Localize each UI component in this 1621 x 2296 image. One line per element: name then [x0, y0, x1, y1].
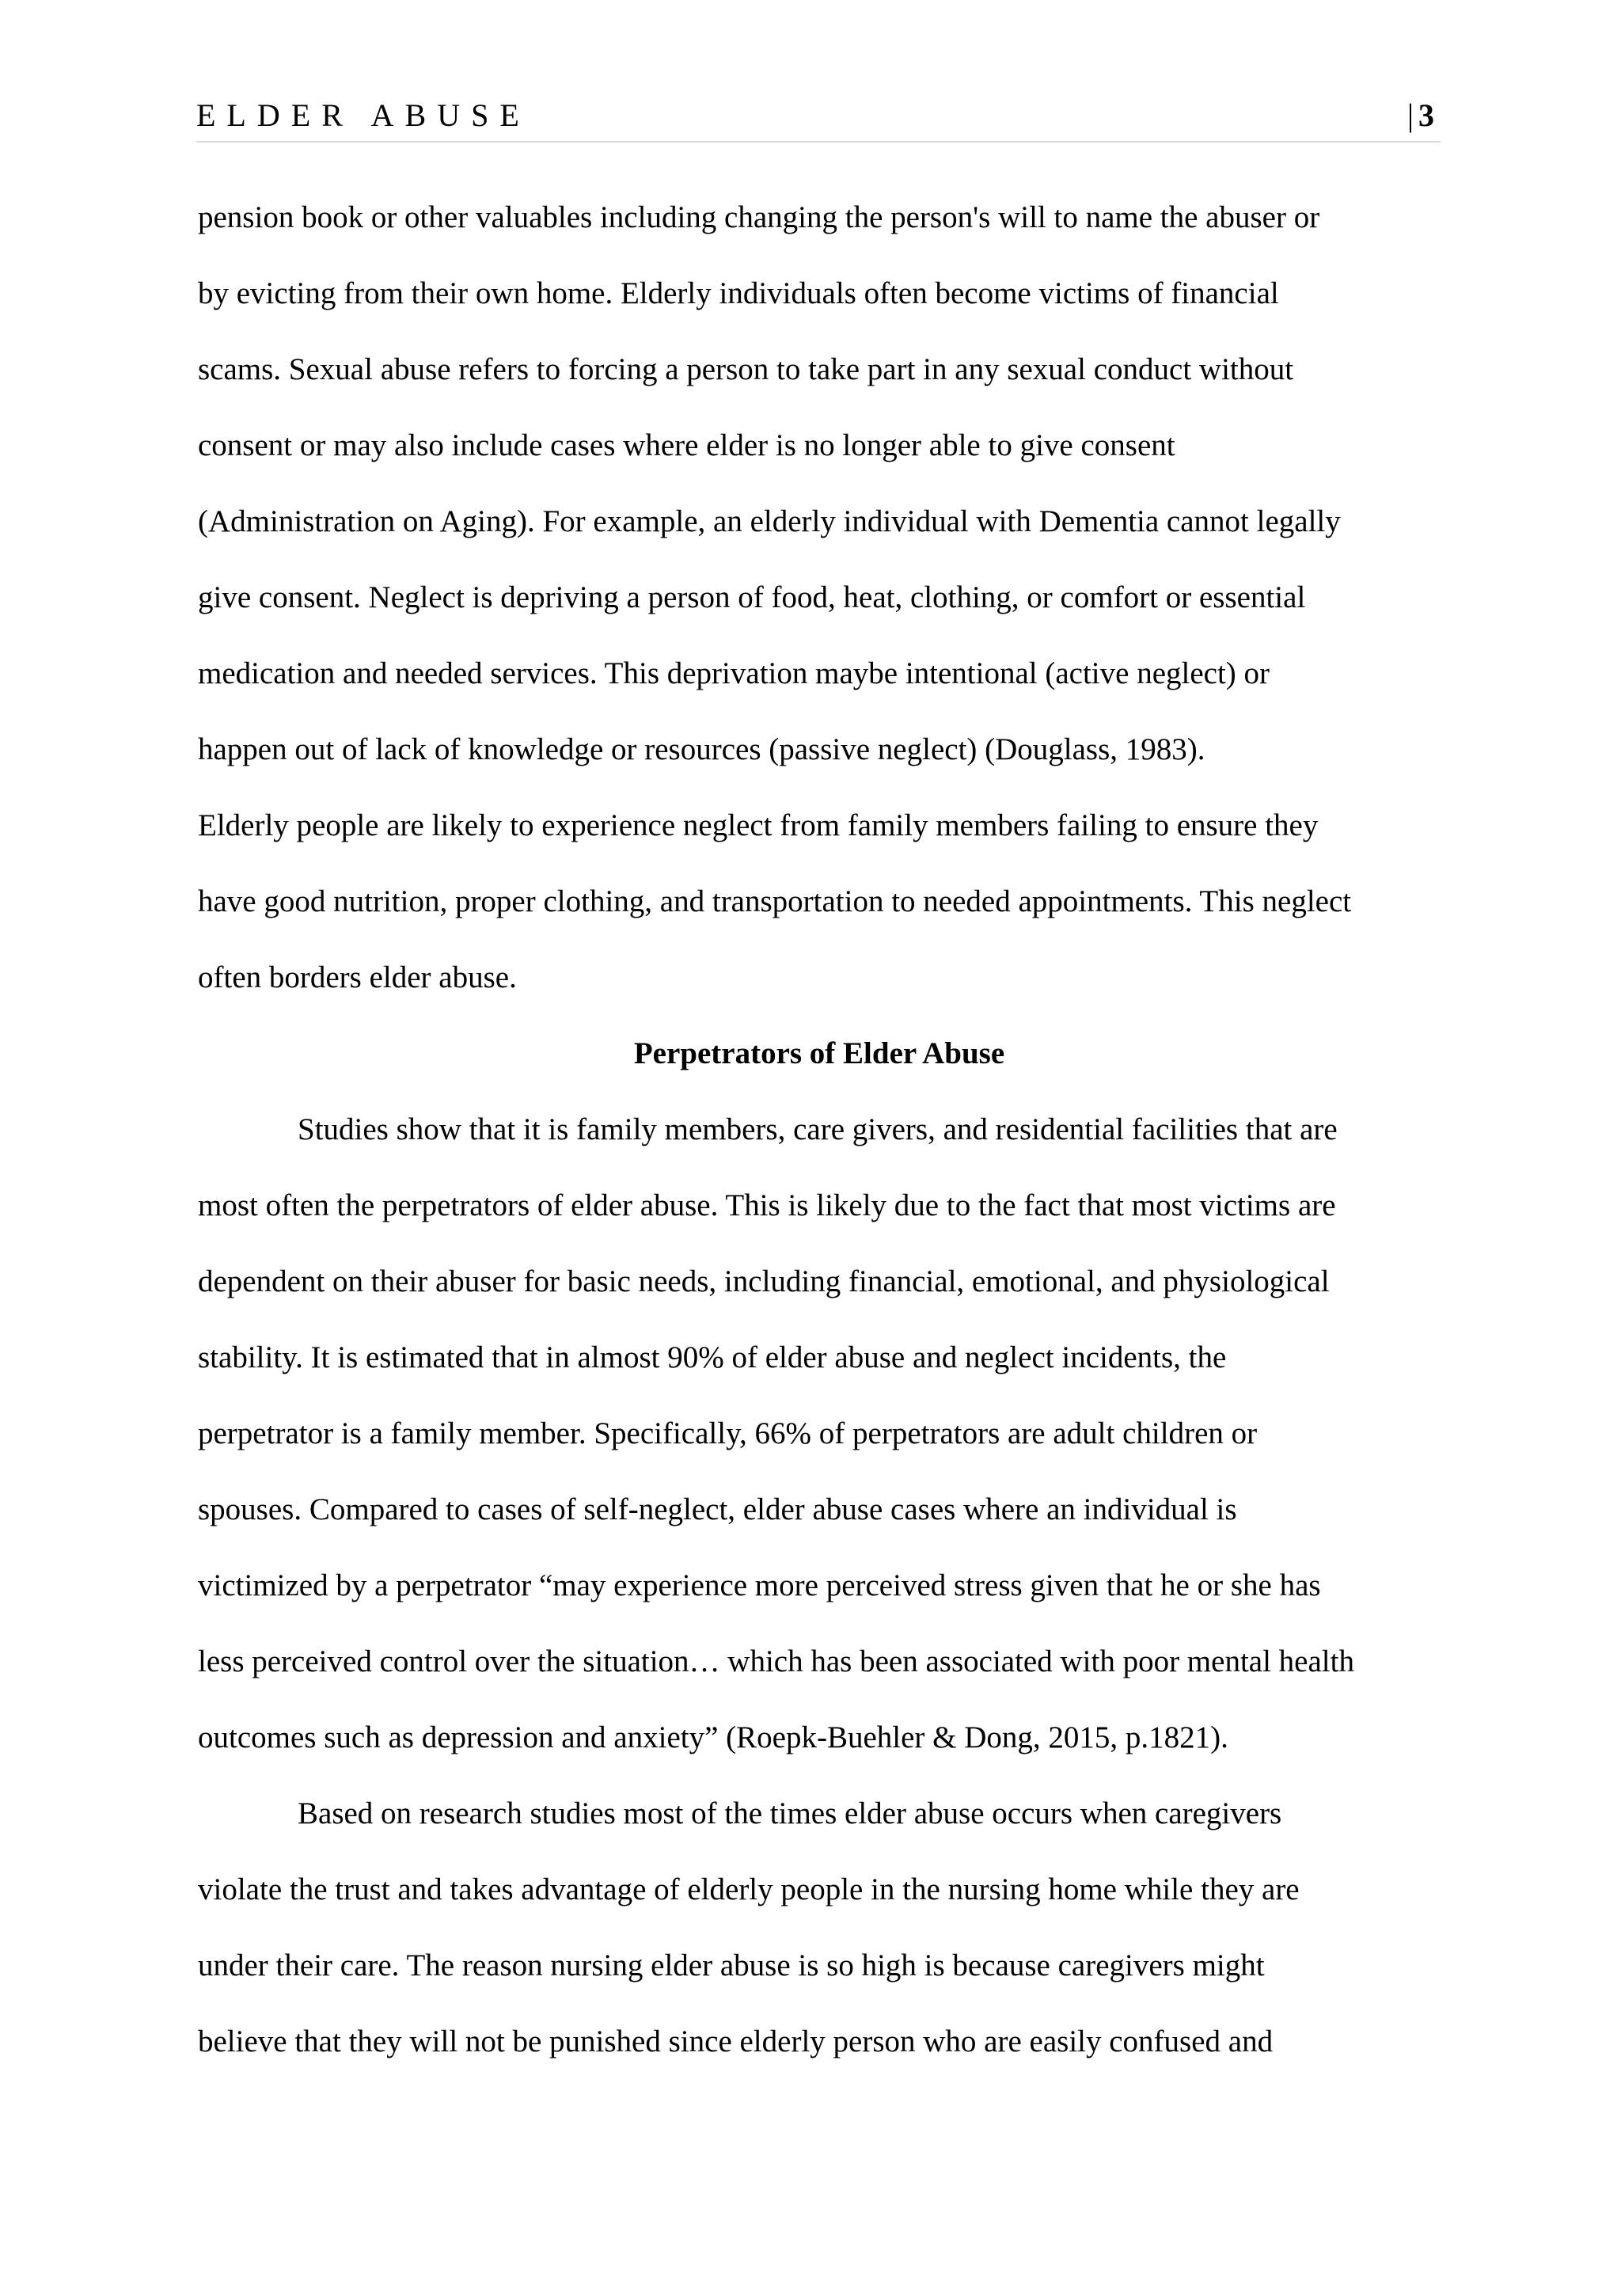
- text-line: consent or may also include cases where elder is no longer able to give consent: [198, 428, 1175, 462]
- text-line: less perceived control over the situation… which has been associated with poor mental health: [198, 1644, 1354, 1678]
- body-text: [198, 193, 1441, 2093]
- text-line: Elderly people are likely to experience neglect from family members failing to ensure they: [198, 808, 1319, 842]
- page-number-separator: |: [1407, 97, 1414, 133]
- text-line: believe that they will not be punished since elderly person who are easily confused and: [198, 2024, 1274, 2058]
- text-line: victimized by a perpetrator “may experience more perceived stress given that he or she has: [198, 1568, 1321, 1602]
- text-line: give consent. Neglect is depriving a person of food, heat, clothing, or comfort or essential: [198, 580, 1306, 614]
- running-head: ELDER ABUSE: [196, 97, 530, 133]
- text-line: (Administration on Aging). For example, an elderly individual with Dementia cannot legally: [198, 504, 1341, 538]
- text-line: scams. Sexual abuse refers to forcing a person to take part in any sexual conduct without: [198, 352, 1294, 386]
- text-line: dependent on their abuser for basic needs, including financial, emotional, and physiological: [198, 1264, 1330, 1298]
- text-line: medication and needed services. This deprivation maybe intentional (active neglect) or: [198, 656, 1270, 690]
- page-number-value: 3: [1418, 97, 1434, 133]
- text-line: violate the trust and takes advantage of elderly people in the nursing home while they are: [198, 1872, 1300, 1906]
- text-line: stability. It is estimated that in almost 90% of elder abuse and neglect incidents, the: [198, 1340, 1227, 1374]
- text-line: Studies show that it is family members, care givers, and residential facilities that are: [298, 1112, 1338, 1146]
- page-number: [1407, 93, 1434, 138]
- page-header: [196, 93, 1441, 143]
- text-line: outcomes such as depression and anxiety” (Roepk-Buehler & Dong, 2015, p.1821).: [198, 1720, 1228, 1754]
- text-line: Based on research studies most of the times elder abuse occurs when caregivers: [298, 1796, 1282, 1830]
- text-line: by evicting from their own home. Elderly individuals often become victims of financial: [198, 276, 1279, 310]
- text-line: happen out of lack of knowledge or resources (passive neglect) (Douglass, 1983).: [198, 732, 1205, 766]
- text-line: most often the perpetrators of elder abuse. This is likely due to the fact that most victims are: [198, 1188, 1336, 1222]
- text-line: often borders elder abuse.: [198, 960, 517, 994]
- text-line: perpetrator is a family member. Specifically, 66% of perpetrators are adult children or: [198, 1416, 1258, 1450]
- text-line: spouses. Compared to cases of self-neglect, elder abuse cases where an individual is: [198, 1492, 1237, 1526]
- text-line: pension book or other valuables including changing the person's will to name the abuser or: [198, 200, 1320, 234]
- text-line: under their care. The reason nursing elder abuse is so high is because caregivers might: [198, 1948, 1265, 1982]
- section-heading: Perpetrators of Elder Abuse: [633, 1036, 1005, 1070]
- text-line: have good nutrition, proper clothing, and transportation to needed appointments. This neglect: [198, 884, 1352, 918]
